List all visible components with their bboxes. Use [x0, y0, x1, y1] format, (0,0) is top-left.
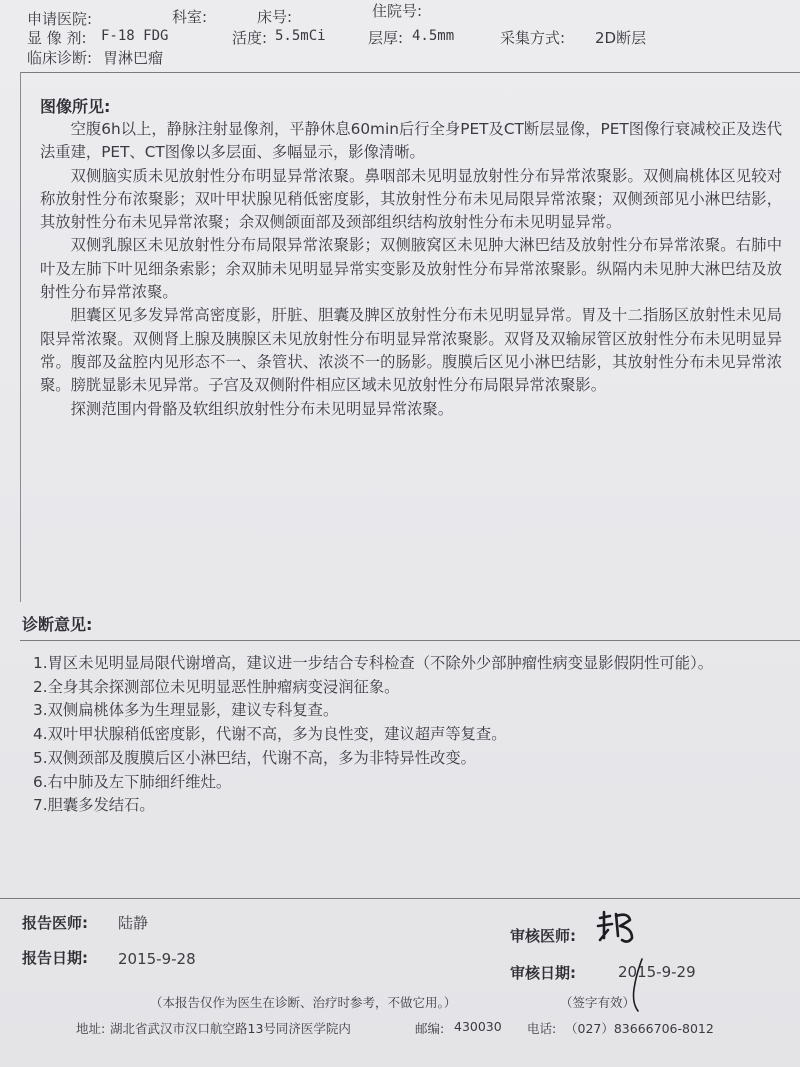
- report-date-label: 报告日期:: [22, 949, 88, 967]
- clinical-diagnosis-value: 胃淋巴瘤: [103, 49, 164, 67]
- diagnosis-item: 1.胃区未见明显局限代谢增高，建议进一步结合专科检查（不除外少部肿瘤性病变显影假阴性可能）。: [33, 654, 714, 672]
- address-value: 湖北省武汉市汉口航空路13号同济医学院内: [110, 1021, 351, 1036]
- findings-paragraph: 空腹6h以上，静脉注射显像剂，平静休息60min后行全身PET及CT断层显像，PET图像行衰减校正及迭代法重建，PET、CT图像以多层面、多幅显示，影像清晰。: [40, 120, 782, 162]
- diagnosis-item: 7.胆囊多发结石。: [33, 796, 155, 815]
- hospital-label: 申请医院:: [27, 10, 93, 28]
- imaging-agent-label: 显 像 剂:: [27, 29, 87, 47]
- slice-thickness-value: 4.5mm: [412, 28, 455, 44]
- review-date-value: 2015-9-29: [618, 963, 696, 981]
- bed-label: 床号:: [257, 8, 293, 26]
- slice-thickness-label: 层厚:: [368, 29, 404, 47]
- diagnosis-item: 6.右中肺及左下肺细纤维灶。: [33, 772, 232, 791]
- address-label: 地址:: [76, 1021, 106, 1036]
- acquisition-mode-label: 采集方式:: [500, 29, 566, 47]
- review-date-label: 审核日期:: [510, 964, 576, 982]
- findings-paragraph: 双侧乳腺区未见放射性分布局限异常浓聚影；双侧腋窝区未见肿大淋巴结及放射性分布异常浓聚。右肺中叶及左肺下叶见细条索影；余双肺未见明显异常实变影及放射性分布异常浓聚影。纵隔内未见肿大淋巴结及放射性分布异常浓聚。: [40, 236, 782, 302]
- clinical-diagnosis-label: 临床诊断:: [27, 49, 93, 67]
- findings-title: 图像所见:: [40, 97, 111, 116]
- diagnosis-item: 2.全身其余探测部位未见明显恶性肿瘤病变浸润征象。: [33, 677, 400, 696]
- diagnosis-list: [33, 652, 775, 818]
- department-label: 科室:: [172, 8, 208, 26]
- signature-valid-text: （签字有效）: [560, 995, 636, 1010]
- postcode-label: 邮编:: [415, 1021, 445, 1036]
- signature-mark: [594, 908, 642, 950]
- review-doctor-signature: [594, 908, 642, 950]
- footer-divider: [0, 898, 800, 899]
- findings-paragraph: 双侧脑实质未见放射性分布明显异常浓聚。鼻咽部未见明显放射性分布异常浓聚影。双侧扁桃体区见较对称放射性分布浓聚影；双叶甲状腺见稍低密度影，其放射性分布未见局限异常浓聚；双侧颈部见小淋巴结影，其放射性分布未见异常浓聚；余双侧颌面部及颈部组织结构放射性分布未见明显异常。: [40, 166, 782, 232]
- activity-label: 活度:: [232, 29, 268, 47]
- header-divider: [20, 72, 800, 73]
- phone-label: 电话:: [527, 1021, 557, 1036]
- report-doctor-label: 报告医师:: [22, 914, 88, 932]
- activity-value: 5.5mCi: [275, 28, 326, 44]
- diagnosis-title: 诊断意见:: [22, 615, 93, 634]
- diagnosis-item: 4.双叶甲状腺稍低密度影，代谢不高，多为良性变，建议超声等复查。: [33, 725, 507, 744]
- disclaimer-text: （本报告仅作为医生在诊断、治疗时参考，不做它用。）: [150, 995, 457, 1010]
- acquisition-mode-value: 2D断层: [595, 29, 647, 47]
- imaging-agent-value: F-18 FDG: [101, 28, 169, 44]
- phone-value: （027）83666706-8012: [565, 1021, 714, 1036]
- report-doctor-value: 陆静: [118, 914, 149, 932]
- diagnosis-divider: [20, 640, 800, 641]
- findings-paragraph: 探测范围内骨骼及软组织放射性分布未见明显异常浓聚。: [70, 399, 454, 418]
- diagnosis-item: 5.双侧颈部及腹膜后区小淋巴结，代谢不高，多为非特异性改变。: [33, 748, 476, 767]
- review-doctor-label: 审核医师:: [510, 927, 576, 945]
- report-date-value: 2015-9-28: [118, 950, 196, 968]
- left-border: [20, 72, 21, 602]
- inpatient-number-label: 住院号:: [372, 2, 423, 20]
- findings-paragraph: 胆囊区见多发异常高密度影，肝脏、胆囊及脾区放射性分布未见明显异常。胃及十二指肠区放射性未见局限异常浓聚。双侧肾上腺及胰腺区未见放射性分布明显异常浓聚影。双肾及双输尿管区放射性分布未见明显异常。腹部及盆腔内见形态不一、条管状、浓淡不一的肠影。腹膜后区见小淋巴结影，其放射性分布未见异常浓聚。膀胱显影未见异常。子宫及双侧附件相应区域未见放射性分布局限异常浓聚影。: [40, 306, 782, 395]
- findings-body: [40, 118, 782, 421]
- postcode-value: 430030: [454, 1019, 502, 1034]
- diagnosis-item: 3.双侧扁桃体多为生理显影，建议专科复查。: [33, 701, 339, 720]
